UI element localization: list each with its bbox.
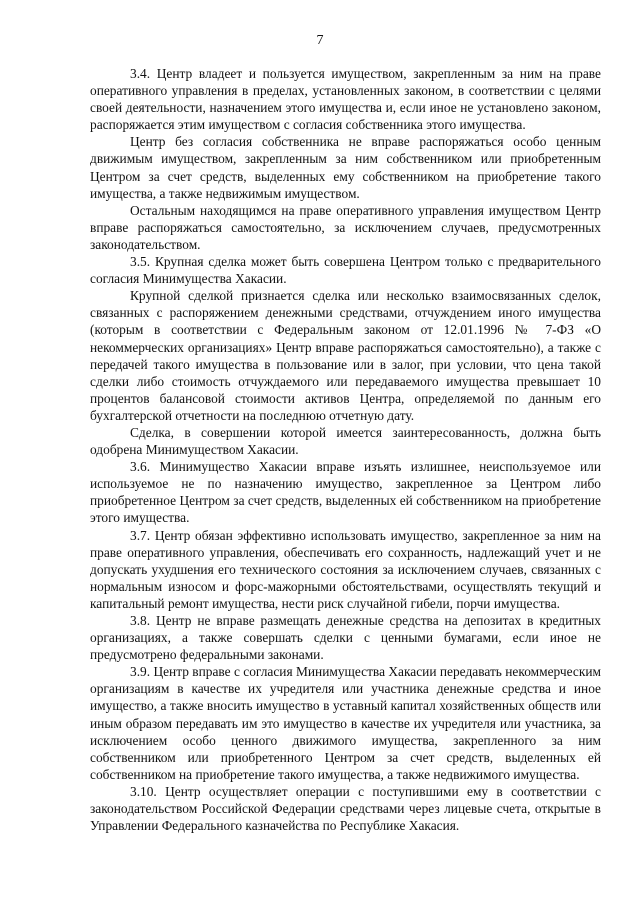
paragraph-3-5: 3.5. Крупная сделка может быть совершена Центром только с предварительного согласия Минимущества Хакасии. (90, 254, 601, 287)
paragraph-3-4-owner-consent: Центр без согласия собственника не вправе распоряжаться особо ценным движимым имуществом, закрепленным за ним собственником или приобретенным Центром за счет средств, выделенных ему собственником на приобретение такого имущества, а также недвижимым имуществом. (90, 134, 601, 201)
paragraph-3-4: 3.4. Центр владеет и пользуется имуществом, закрепленным за ним на праве оперативного управления в пределах, установленных законом, в соответствии с целями своей деятельности, назначением этого имущества и, если иное не установлено законом, распоряжается этим имуществом с согласия собственника этого имущества. (90, 66, 601, 133)
page-number: 7 (316, 33, 324, 48)
paragraph-3-4-other-property: Остальным находящимся на праве оперативного управления имуществом Центр вправе распоряжаться самостоятельно, за исключением случаев, предусмотренных законодательством. (90, 202, 601, 252)
paragraph-3-10: 3.10. Центр осуществляет операции с поступившими ему в соответствии с законодательством Российской Федерации средствами через лицевые счета, открытые в Управлении Федерального казначейства по Республике Хакасия. (90, 783, 601, 834)
paragraph-3-6: 3.6. Минимущество Хакасии вправе изъять излишнее, неиспользуемое или используемое не по назначению имущество, закрепленное за Центром либо приобретенное Центром за счет средств, выделенных ей собственником на приобретение этого имущества. (90, 459, 601, 526)
document-body (90, 65, 601, 834)
paragraph-3-7: 3.7. Центр обязан эффективно использовать имущество, закрепленное за ним на праве оперативного управления, обеспечивать его сохранность, надлежащий учет и не допускать ухудшения его технического состояния за исключением случаев, связанных с нормальным износом и форс-мажорными обстоятельствами, осуществлять текущий и капитальный ремонт имущества, нести риск случайной гибели, порчи имущества. (90, 527, 601, 611)
paragraph-3-9: 3.9. Центр вправе с согласия Минимущества Хакасии передавать некоммерческим организациям в качестве их учредителя или участника денежные средства и иное имущество, а также вносить имущество в уставный капитал хозяйственных обществ или иным образом передавать им это имущество в качестве их учредителя или участника, за исключением особо ценного движимого имущества, закрепленного за ним собственником или приобретенного Центром за счет средств, выделенных ей собственником на приобретение такого имущества, а также недвижимого имущества. (90, 664, 601, 782)
paragraph-3-5-major-transaction: Крупной сделкой признается сделка или несколько взаимосвязанных сделок, связанных с распоряжением денежными средствами, отчуждением иного имущества (которым в соответствии с Федеральным законом от 12.01.1996 № 7-ФЗ «О некоммерческих организациях» Центр вправе распоряжаться самостоятельно), а также с передачей такого имущества в пользование или в залог, при условии, что цена такой сделки либо стоимость отчуждаемого или передаваемого имущества превышает 10 процентов балансовой стоимости активов Центра, определяемой по данным его бухгалтерской отчетности на последнюю отчетную дату. (90, 288, 601, 423)
paragraph-3-8: 3.8. Центр не вправе размещать денежные средства на депозитах в кредитных организациях, а также совершать сделки с ценными бумагами, если иное не предусмотрено федеральными законами. (90, 613, 601, 663)
paragraph-3-5-interested-transaction: Сделка, в совершении которой имеется заинтересованность, должна быть одобрена Минимуществом Хакасии. (90, 424, 601, 458)
